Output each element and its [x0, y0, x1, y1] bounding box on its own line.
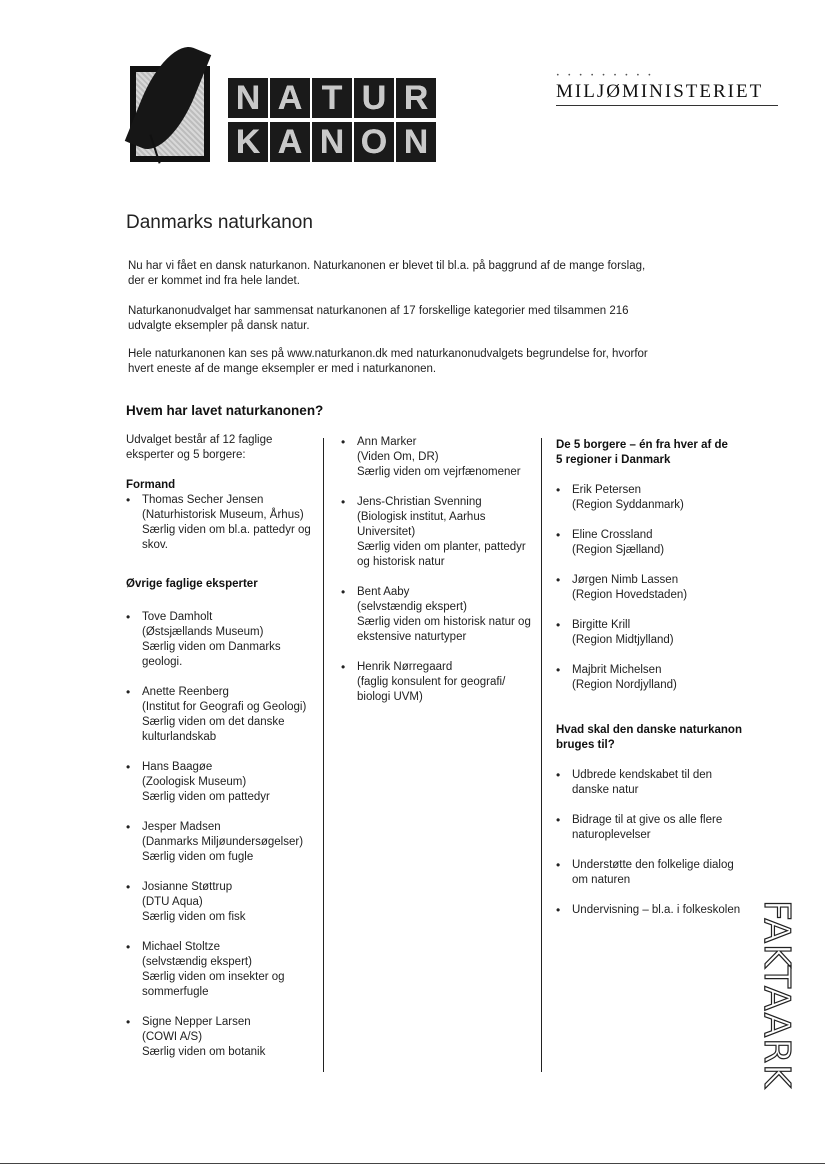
ministry-dots: • • • • • • • • •	[556, 72, 655, 79]
logo-tile: N	[396, 122, 436, 162]
logo-tile: A	[270, 78, 310, 118]
page-bottom-rule	[0, 1163, 825, 1164]
logo-tile: A	[270, 122, 310, 162]
list-item: • Majbrit Michelsen (Region Nordjylland)	[556, 663, 677, 691]
column-experts-1	[126, 433, 321, 1060]
logo-tile: K	[228, 122, 268, 162]
bullet-icon: •	[556, 813, 561, 827]
column-citizens	[556, 438, 756, 918]
bullet-icon: •	[126, 880, 131, 894]
bullet-icon: •	[341, 495, 346, 509]
bullet-icon: •	[126, 610, 131, 624]
bullet-icon: •	[341, 585, 346, 599]
list-item: • Understøtte den folkelige dialog om naturen	[556, 858, 734, 886]
logo-tile: T	[312, 78, 352, 118]
list-item: • Thomas Secher Jensen (Naturhistorisk Museum, Århus) Særlig viden om bl.a. pattedyr og skov.	[126, 493, 311, 551]
bullet-icon: •	[126, 940, 131, 954]
bullet-icon: •	[556, 618, 561, 632]
formand-heading: Formand	[126, 479, 176, 491]
citizens-heading: De 5 borgere – én fra hver af de 5 regioner i Danmark	[556, 439, 728, 466]
list-item: • Jørgen Nimb Lassen (Region Hovedstaden)	[556, 573, 688, 601]
ministry-header	[556, 72, 782, 106]
list-item: • Erik Petersen (Region Syddanmark)	[556, 483, 684, 511]
logo-tile: U	[354, 78, 394, 118]
list-item: • Hans Baagøe (Zoologisk Museum) Særlig viden om pattedyr	[126, 760, 270, 803]
ministry-name: MILJØMINISTERIET	[556, 81, 764, 102]
list-item: • Michael Stoltze (selvstændig ekspert) Særlig viden om insekter og sommerfugle	[126, 940, 285, 998]
list-item: • Ann Marker (Viden Om, DR) Særlig viden om vejrfænomener	[341, 435, 521, 478]
bullet-icon: •	[126, 760, 131, 774]
list-item: • Signe Nepper Larsen (COWI A/S) Særlig viden om botanik	[126, 1015, 266, 1058]
column-divider	[323, 438, 324, 1072]
list-item: • Bent Aaby (selvstændig ekspert) Særlig viden om historisk natur og ekstensive naturtyper	[341, 585, 531, 643]
naturkanon-logo	[130, 48, 442, 164]
logo-row-kanon	[228, 122, 436, 162]
list-item: • Tove Damholt (Østsjællands Museum) Særlig viden om Danmarks geologi.	[126, 610, 281, 668]
bullet-icon: •	[126, 685, 131, 699]
bullet-icon: •	[126, 493, 131, 507]
bullet-icon: •	[556, 483, 561, 497]
intro-paragraph-2: Naturkanonudvalget har sammensat naturkanonen af 17 forskellige kategorier med tilsammen 216 udvalgte eksempler på dansk natur.	[128, 305, 629, 332]
ministry-rule	[556, 105, 778, 106]
list-item: • Jesper Madsen (Danmarks Miljøundersøgelser) Særlig viden om fugle	[126, 820, 304, 863]
intro-paragraph-3: Hele naturkanonen kan ses på www.naturkanon.dk med naturkanonudvalgets begrundelse for, hvorfor hvert eneste af de mange eksempler er med i naturkanonen.	[128, 348, 648, 375]
list-item: • Henrik Nørregaard (faglig konsulent for geografi/ biologi UVM)	[341, 660, 506, 703]
bullet-icon: •	[556, 858, 561, 872]
list-item: • Birgitte Krill (Region Midtjylland)	[556, 618, 674, 646]
list-item: • Undervisning – bl.a. i folkeskolen	[556, 903, 741, 917]
committee-intro: Udvalget består af 12 faglige eksperter og 5 borgere:	[126, 434, 273, 461]
column-divider	[541, 438, 542, 1072]
bullet-icon: •	[341, 435, 346, 449]
list-item: • Bidrage til at give os alle flere naturoplevelser	[556, 813, 723, 841]
bullet-icon: •	[556, 663, 561, 677]
bullet-icon: •	[556, 768, 561, 782]
bullet-icon: •	[556, 903, 561, 917]
bullet-icon: •	[556, 573, 561, 587]
list-item: • Jens-Christian Svenning (Biologisk institut, Aarhus Universitet) Særlig viden om planter, pattedyr og historisk natur	[341, 495, 526, 568]
bullet-icon: •	[341, 660, 346, 674]
usage-heading: Hvad skal den danske naturkanon bruges til?	[556, 724, 742, 751]
bullet-icon: •	[126, 820, 131, 834]
list-item: • Eline Crossland (Region Sjælland)	[556, 528, 665, 556]
logo-row-natur	[228, 78, 436, 118]
intro-paragraph-1: Nu har vi fået en dansk naturkanon. Naturkanonen er blevet til bl.a. på baggrund af de mange forslag, der er kommet ind fra hele landet.	[128, 260, 646, 287]
side-label-faktaark: FAKTAARK	[756, 900, 797, 1089]
column-experts-2	[341, 435, 541, 705]
experts-heading: Øvrige faglige eksperter	[126, 578, 258, 590]
page-title: Danmarks naturkanon	[126, 212, 313, 233]
logo-tile: O	[354, 122, 394, 162]
bullet-icon: •	[126, 1015, 131, 1029]
list-item: • Udbrede kendskabet til den danske natur	[556, 768, 713, 796]
logo-tile: N	[312, 122, 352, 162]
logo-tile: R	[396, 78, 436, 118]
bullet-icon: •	[556, 528, 561, 542]
section-heading: Hvem har lavet naturkanonen?	[126, 403, 324, 418]
list-item: • Josianne Støttrup (DTU Aqua) Særlig viden om fisk	[126, 880, 246, 923]
logo-tile: N	[228, 78, 268, 118]
list-item: • Anette Reenberg (Institut for Geografi og Geologi) Særlig viden om det danske kulturlandskab	[126, 685, 307, 743]
